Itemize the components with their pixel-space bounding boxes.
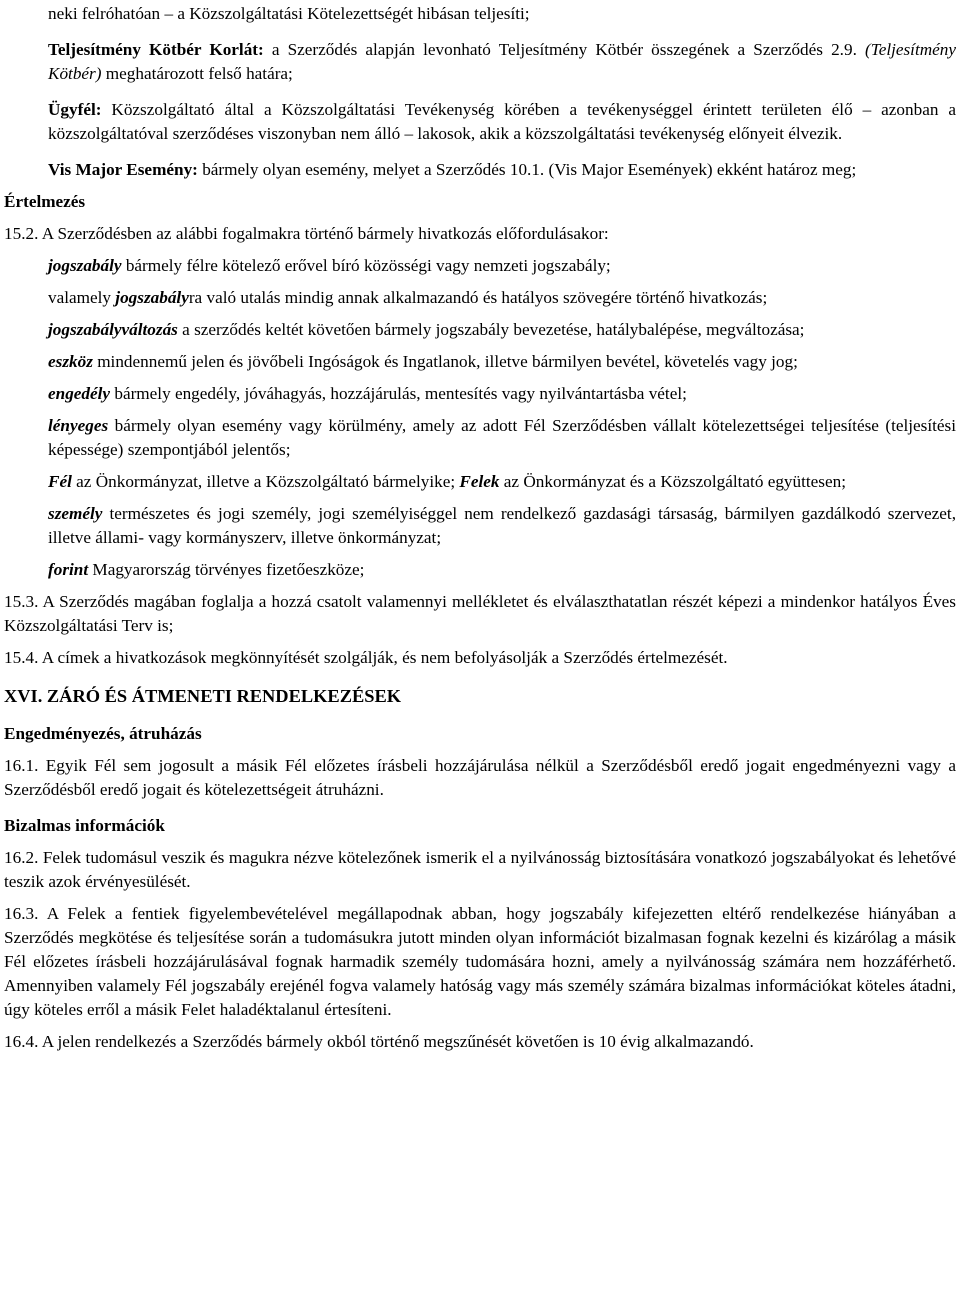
definition-jogszabalyra — [4, 286, 956, 310]
definition-kotber-korlat — [4, 38, 956, 86]
term-label: Teljesítmény Kötbér Korlát: — [48, 40, 264, 59]
definition-engedely — [4, 382, 956, 406]
term-label: eszköz — [48, 352, 93, 371]
definition-vis-major — [4, 158, 956, 182]
definition-forint — [4, 558, 956, 582]
definition-jogszabaly — [4, 254, 956, 278]
heading-engedmenyezes: Engedményezés, átruházás — [4, 724, 202, 743]
term-label: Fél — [48, 472, 72, 491]
definition-text: Közszolgáltató által a Közszolgáltatási Tevékenység körében a tevékenységgel érintett területen élő – azonban a közszolgáltatóval szerződéses viszonyban nem álló – lakosok, akik a közszolgáltatási tevékenység előnyeit élvezik. — [48, 100, 956, 143]
definition-text: bármely félre kötelező erővel bíró közösségi vagy nemzeti jogszabály; — [121, 256, 611, 275]
heading-ertelmezes: Értelmezés — [4, 192, 86, 211]
term-label: jogszabály — [115, 288, 189, 307]
paragraph-top: neki felróhatóan – a Közszolgáltatási Kötelezettségét hibásan teljesíti; — [48, 4, 530, 23]
definition-text: a Szerződés alapján levonható Teljesítmény Kötbér összegének a Szerződés 2.9. — [263, 40, 865, 59]
definition-text: bármely olyan esemény, melyet a Szerződés 10.1. (Vis Major Események) ekként határoz meg; — [197, 160, 857, 179]
paragraph-16-3: 16.3. A Felek a fentiek figyelembevételével megállapodnak abban, hogy jogszabály kifejezetten eltérő rendelkezése hiányában a Szerződés megkötése és teljesítése során a tudomásukra jutott minden olyan információt bizalmasan fognak kezelni és kizárólag a másik Fél előzetes írásbeli hozzájárulásával fognak harmadik személy tudomására hozni, amely a nyilvánosság számára nem hozzáférhető. Amennyiben valamely Fél jogszabály erejénél fogva valamely hatóság vagy más személy számára bizalmas információkat köteles átadni, úgy köteles erről a másik Felet haladéktalanul értesíteni. — [4, 904, 956, 1019]
term-label: személy — [48, 504, 103, 523]
paragraph-15-4: 15.4. A címek a hivatkozások megkönnyítését szolgálják, és nem befolyásolják a Szerződés értelmezését. — [4, 648, 728, 667]
definition-text: bármely olyan esemény vagy körülmény, amely az adott Fél Szerződésben vállalt kötelezettségei teljesítése (teljesítési képessége) szempontjából jelentős; — [48, 416, 956, 459]
definition-fel-felek — [4, 470, 956, 494]
definition-szemely — [4, 502, 956, 550]
term-label: lényeges — [48, 416, 109, 435]
term-label: Vis Major Esemény: — [48, 160, 198, 179]
term-label: engedély — [48, 384, 111, 403]
term-label: Ügyfél: — [48, 100, 102, 119]
definition-text: a szerződés keltét követően bármely jogszabály bevezetése, hatálybalépése, megváltozása; — [177, 320, 805, 339]
definition-text: az Önkormányzat, illetve a Közszolgáltató bármelyike; — [71, 472, 460, 491]
definition-text: Magyarország törvényes fizetőeszköze; — [88, 560, 365, 579]
definition-text: meghatározott felső határa; — [101, 64, 293, 83]
paragraph-16-4: 16.4. A jelen rendelkezés a Szerződés bármely okból történő megszűnését követően is 10 évig alkalmazandó. — [4, 1032, 754, 1051]
definition-text: mindennemű jelen és jövőbeli Ingóságok és Ingatlanok, illetve bármilyen bevétel, követelés vagy jog; — [92, 352, 798, 371]
paragraph-16-1: 16.1. Egyik Fél sem jogosult a másik Fél előzetes írásbeli hozzájárulása nélkül a Szerződésből eredő jogait engedményezni vagy a Szerződésből eredő jogait és kötelezettségeit átruházni. — [4, 756, 956, 799]
definition-text: természetes és jogi személy, jogi személyiséggel nem rendelkező gazdasági társaság, bármilyen gazdálkodó szervezet, illetve állami- vagy kormányszerv, illetve önkormányzat; — [48, 504, 956, 547]
definition-reference: (Teljesítmény Kötbér) — [48, 40, 956, 83]
term-label: forint — [48, 560, 89, 579]
term-label: jogszabály — [48, 256, 122, 275]
term-label: jogszabályváltozás — [48, 320, 178, 339]
definition-lenyeges — [4, 414, 956, 462]
document-page — [0, 2, 960, 1054]
heading-section-xvi: XVI. ZÁRÓ ÉS ÁTMENETI RENDELKEZÉSEK — [4, 686, 402, 706]
definition-jogszabalyvaltozas — [4, 318, 956, 342]
definition-text: bármely engedély, jóváhagyás, hozzájárulás, mentesítés vagy nyilvántartásba vétel; — [110, 384, 687, 403]
definition-text: az Önkormányzat és a Közszolgáltató együttesen; — [499, 472, 846, 491]
heading-bizalmas-informaciok: Bizalmas információk — [4, 816, 165, 835]
paragraph-15-2: 15.2. A Szerződésben az alábbi fogalmakra történő bármely hivatkozás előfordulásakor: — [4, 224, 609, 243]
term-label-second: Felek — [459, 472, 500, 491]
definition-prefix: valamely — [48, 288, 116, 307]
definition-ugyfel — [4, 98, 956, 146]
paragraph-15-3: 15.3. A Szerződés magában foglalja a hozzá csatolt valamennyi mellékletet és elválaszthatatlan részét képezi a mindenkor hatályos Éves Közszolgáltatási Terv is; — [4, 592, 956, 635]
definition-eszkoz — [4, 350, 956, 374]
definition-text: ra való utalás mindig annak alkalmazandó és hatályos szövegére történő hivatkozás; — [188, 288, 768, 307]
paragraph-16-2: 16.2. Felek tudomásul veszik és magukra nézve kötelezőnek ismerik el a nyilvánosság biztosítására vonatkozó jogszabályokat és lehetővé teszik azok érvényesülését. — [4, 848, 956, 891]
